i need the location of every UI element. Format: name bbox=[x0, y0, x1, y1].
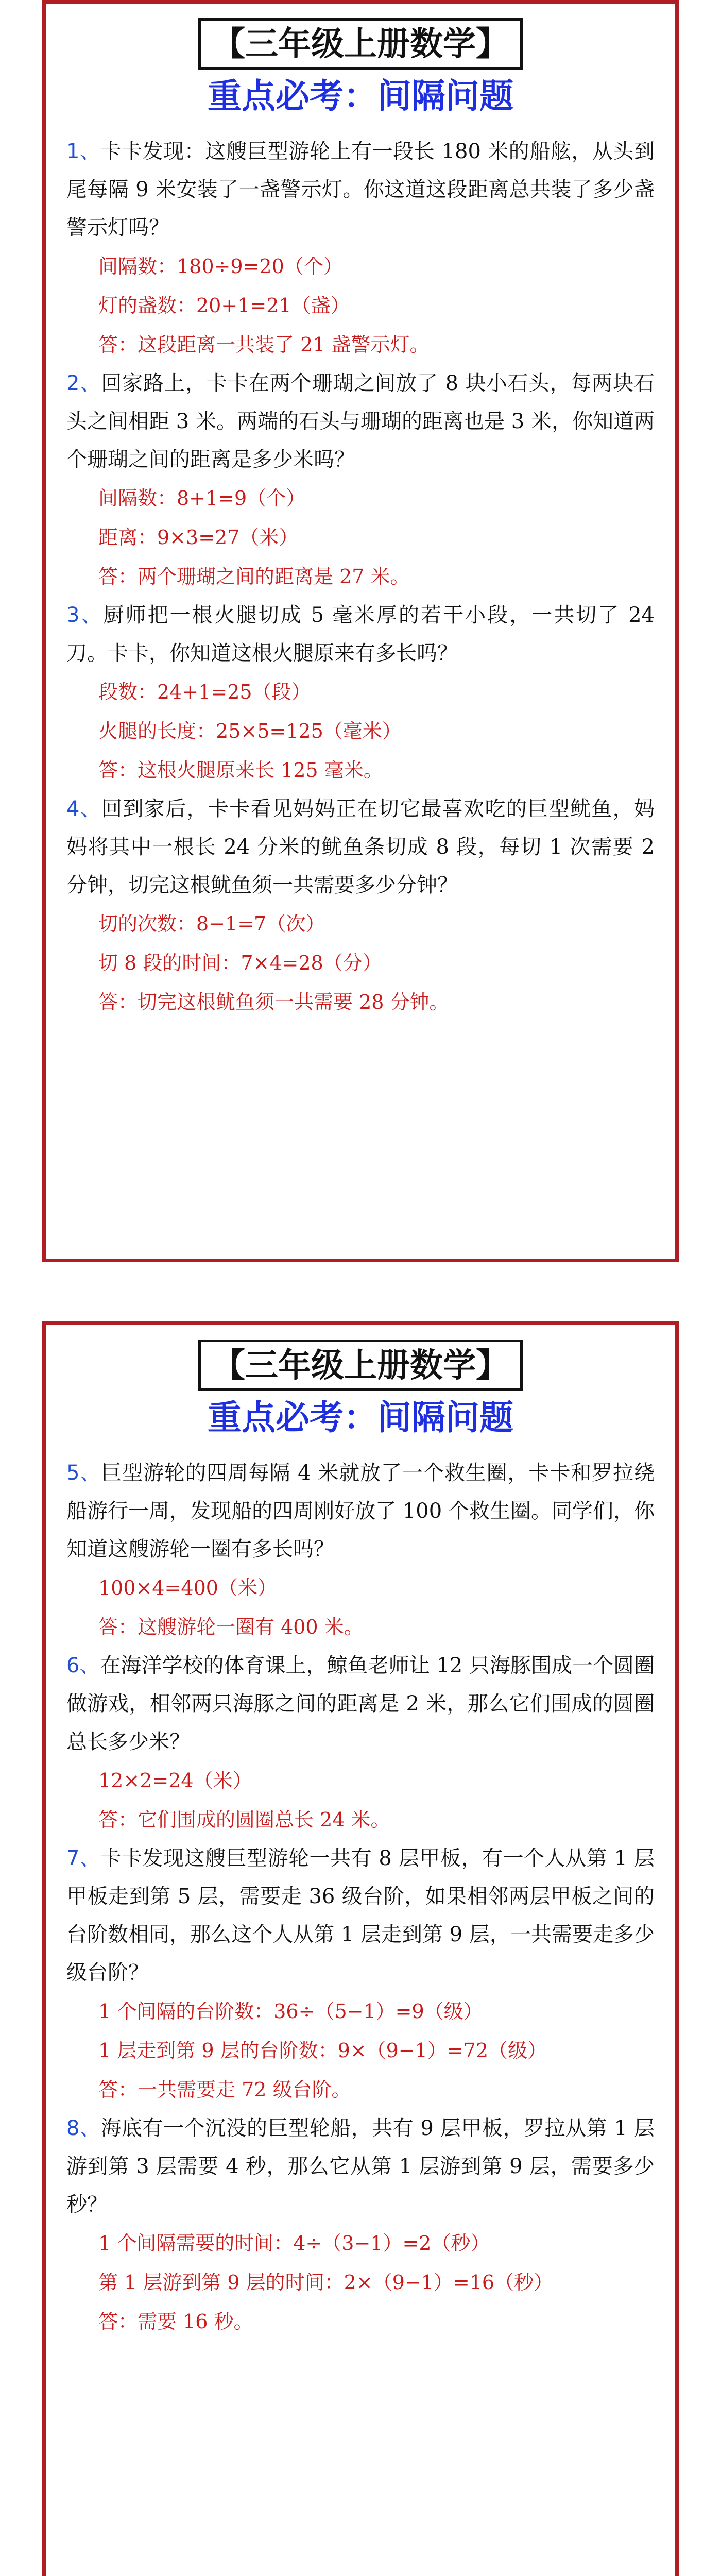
answer-line: 答：切完这根鱿鱼须一共需要 28 分钟。 bbox=[98, 991, 449, 1013]
problem-text: 厨师把一根火腿切成 5 毫米厚的若干小段，一共切了 24 刀。卡卡，你知道这根火腿原来有多长吗？ bbox=[66, 603, 655, 665]
problem-text: 回家路上，卡卡在两个珊瑚之间放了 8 块小石头，每两块石头之间相距 3 米。两端的石头与珊瑚的距离也是 3 米，你知道两个珊瑚之间的距离是多少米吗？ bbox=[66, 371, 655, 471]
answer-line: 段数：24+1=25（段） bbox=[98, 681, 311, 703]
answer-line: 答：这段距离一共装了 21 盏警示灯。 bbox=[98, 333, 430, 356]
problem-question bbox=[66, 1839, 655, 1992]
problem-question bbox=[66, 364, 655, 479]
answer-line: 火腿的长度：25×5=125（毫米） bbox=[98, 720, 402, 742]
problem-question bbox=[66, 596, 655, 672]
answer-line: 答：两个珊瑚之间的距离是 27 米。 bbox=[98, 565, 410, 588]
answer-line: 答：它们围成的圆圈总长 24 米。 bbox=[98, 1808, 390, 1831]
answer-line: 1 个间隔的台阶数：36÷（5−1）=9（级） bbox=[98, 2000, 483, 2023]
problem-number: 7、 bbox=[66, 1846, 101, 1870]
problem-number: 8、 bbox=[66, 2116, 101, 2140]
answer-line: 100×4=400（米） bbox=[98, 1577, 277, 1599]
problem-text: 在海洋学校的体育课上，鲸鱼老师让 12 只海豚围成一个圆圈做游戏，相邻两只海豚之间的距离是 2 米，那么它们围成的圆圈总长多少米？ bbox=[66, 1654, 655, 1754]
answer-line: 答：这根火腿原来长 125 毫米。 bbox=[98, 759, 383, 782]
problem-text: 回到家后，卡卡看见妈妈正在切它最喜欢吃的巨型鱿鱼，妈妈将其中一根长 24 分米的鱿鱼条切成 8 段，每切 1 次需要 2 分钟，切完这根鱿鱼须一共需要多少分钟？ bbox=[66, 797, 655, 897]
problem-question bbox=[66, 132, 655, 247]
problem-number: 3、 bbox=[66, 603, 104, 627]
answer-line: 1 层走到第 9 层的台阶数：9×（9−1）=72（级） bbox=[98, 2039, 547, 2062]
problem-text: 海底有一个沉没的巨型轮船，共有 9 层甲板，罗拉从第 1 层游到第 3 层需要 4 秒，那么它从第 1 层游到第 9 层，需要多少秒？ bbox=[66, 2116, 655, 2216]
problem-question bbox=[66, 1647, 655, 1761]
problem-text: 卡卡发现这艘巨型游轮一共有 8 层甲板，有一个人从第 1 层甲板走到第 5 层，需要走 36 级台阶，如果相邻两层甲板之间的台阶数相同，那么这个人从第 1 层走到第 9 层，一共需要走多少级台阶？ bbox=[66, 1846, 655, 1985]
page-subtitle: 重点必考：间隔问题 bbox=[208, 1398, 513, 1437]
answer-line: 切的次数：8−1=7（次） bbox=[98, 912, 325, 935]
worksheet-page-2 bbox=[42, 1321, 679, 2576]
answer-line: 1 个间隔需要的时间：4÷（3−1）=2（秒） bbox=[98, 2232, 490, 2255]
answer-line: 切 8 段的时间：7×4=28（分） bbox=[98, 952, 382, 974]
answer-line: 灯的盏数：20+1=21（盏） bbox=[98, 294, 350, 317]
page-subtitle: 重点必考：间隔问题 bbox=[208, 76, 513, 116]
problem-question bbox=[66, 2109, 655, 2224]
answer-line: 间隔数：8+1=9（个） bbox=[98, 487, 306, 510]
problem-number: 4、 bbox=[66, 797, 102, 821]
answer-line: 答：需要 16 秒。 bbox=[98, 2310, 253, 2333]
problem-number: 5、 bbox=[66, 1461, 101, 1485]
answer-line: 答：一共需要走 72 级台阶。 bbox=[98, 2078, 351, 2101]
answer-line: 第 1 层游到第 9 层的时间：2×（9−1）=16（秒） bbox=[98, 2271, 554, 2294]
problem-question bbox=[66, 790, 655, 904]
problem-number: 2、 bbox=[66, 371, 101, 395]
problem-number: 1、 bbox=[66, 140, 101, 163]
problem-question bbox=[66, 1454, 655, 1568]
problem-number: 6、 bbox=[66, 1654, 100, 1677]
problem-text: 巨型游轮的四周每隔 4 米就放了一个救生圈，卡卡和罗拉绕船游行一周，发现船的四周刚好放了 100 个救生圈。同学们，你知道这艘游轮一圈有多长吗？ bbox=[66, 1461, 655, 1561]
page-title: 【三年级上册数学】 bbox=[198, 1340, 523, 1391]
answer-line: 答：这艘游轮一圈有 400 米。 bbox=[98, 1616, 364, 1638]
worksheet-page-1 bbox=[42, 0, 679, 1262]
answer-line: 距离：9×3=27（米） bbox=[98, 526, 299, 549]
answer-line: 12×2=24（米） bbox=[98, 1769, 252, 1792]
problem-text: 卡卡发现：这艘巨型游轮上有一段长 180 米的船舷，从头到尾每隔 9 米安装了一盏警示灯。你这道这段距离总共装了多少盏警示灯吗？ bbox=[66, 140, 655, 240]
page-title: 【三年级上册数学】 bbox=[198, 18, 523, 70]
answer-line: 间隔数：180÷9=20（个） bbox=[98, 255, 343, 278]
